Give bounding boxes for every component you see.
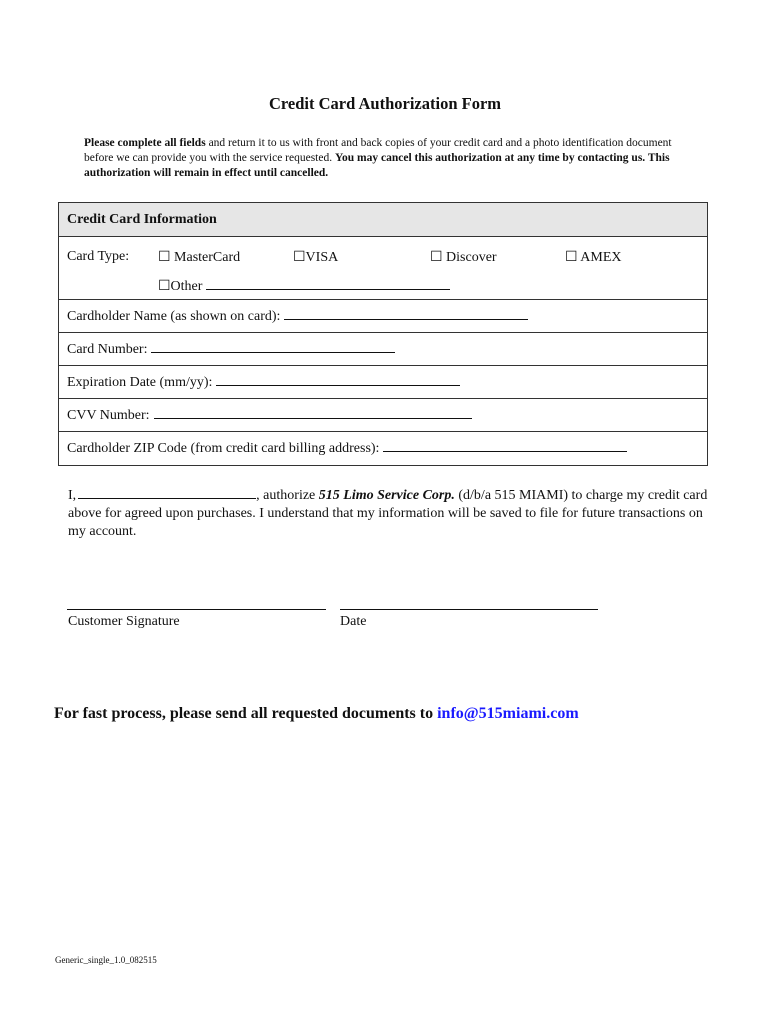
customer-signature-line[interactable]: [67, 609, 326, 610]
credit-card-info-box: [58, 202, 708, 466]
fast-process-text: For fast process, please send all requested documents to: [54, 705, 438, 722]
discover-checkbox[interactable]: ☐ Discover: [430, 250, 497, 265]
authorizer-name-field[interactable]: [78, 486, 256, 499]
expiration-label: Expiration Date (mm/yy):: [67, 375, 213, 390]
zip-label: Cardholder ZIP Code (from credit card billing address):: [67, 441, 380, 456]
credit-card-info-header: Credit Card Information: [59, 203, 707, 237]
card-number-field[interactable]: [151, 340, 395, 353]
card-number-row: [59, 333, 707, 366]
cvv-row: [59, 399, 707, 432]
company-name: 515 Limo Service Corp.: [318, 488, 455, 503]
email-link[interactable]: info@515miami.com: [437, 705, 579, 722]
other-checkbox-label: ☐Other: [158, 279, 203, 294]
cardholder-name-label: Cardholder Name (as shown on card):: [67, 309, 281, 324]
other-checkbox[interactable]: [158, 277, 450, 295]
cvv-label: CVV Number:: [67, 408, 150, 423]
intro-paragraph: [84, 136, 694, 181]
mastercard-checkbox[interactable]: ☐ MasterCard: [158, 250, 241, 265]
card-number-label: Card Number:: [67, 342, 148, 357]
expiration-row: [59, 366, 707, 399]
fast-process-note: [54, 705, 579, 723]
intro-emphasis-cancel: You may cancel this authorization at any time by contacting us. This authorization will remain in effect until cancelled.: [84, 152, 670, 179]
card-type-row: [59, 237, 707, 300]
cvv-field[interactable]: [154, 406, 472, 419]
amex-checkbox[interactable]: ☐ AMEX: [565, 250, 622, 265]
authorization-prefix: I,: [68, 488, 77, 503]
other-card-type-field[interactable]: [206, 277, 450, 290]
authorization-suffix: (d/b/a 515 MIAMI) to charge my credit card above for agreed upon purchases. I understand that my information will be saved to file for future transactions on my account.: [68, 488, 708, 539]
visa-checkbox[interactable]: ☐VISA: [293, 250, 339, 265]
cardholder-name-field[interactable]: [284, 307, 528, 320]
authorization-middle: , authorize: [256, 488, 319, 503]
expiration-field[interactable]: [216, 373, 460, 386]
date-label: Date: [340, 614, 367, 629]
form-title: Credit Card Authorization Form: [268, 94, 502, 113]
footer-version: Generic_single_1.0_082515: [55, 955, 157, 965]
card-type-label: Card Type:: [67, 249, 130, 264]
intro-text: and return it to us with front and back copies of your credit card and a photo identification document before we can provide you with the service requested.: [84, 137, 672, 164]
authorization-statement: [68, 486, 708, 541]
date-signature-line[interactable]: [340, 609, 598, 610]
zip-row: [59, 432, 707, 465]
zip-field[interactable]: [383, 439, 627, 452]
cardholder-name-row: [59, 300, 707, 333]
intro-emphasis-fields: Please complete all fields: [84, 137, 206, 149]
customer-signature-label: Customer Signature: [68, 614, 180, 629]
